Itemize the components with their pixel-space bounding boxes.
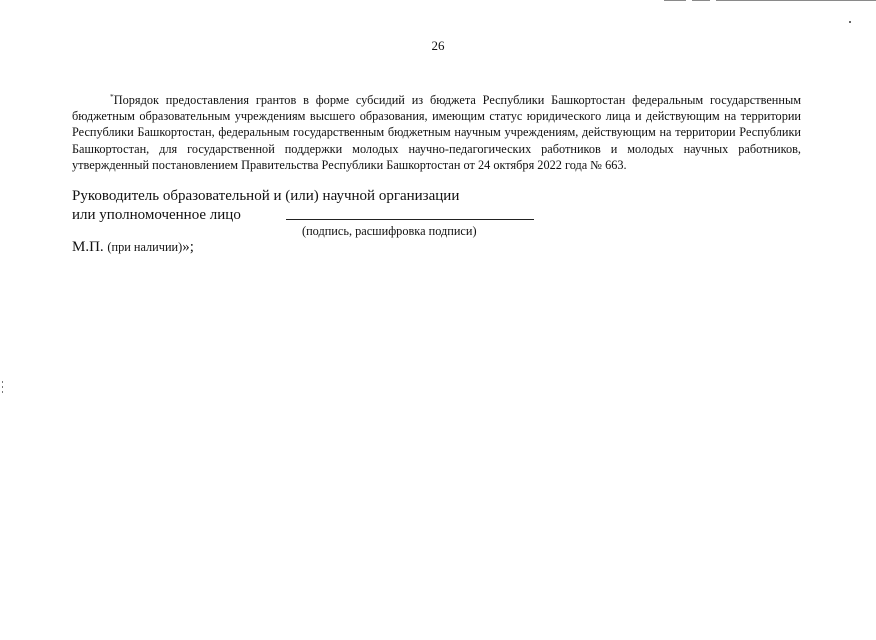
signatory-alternate: или уполномоченное лицо	[72, 207, 241, 223]
stamp-line	[72, 239, 194, 256]
scan-edge-mark	[2, 391, 3, 393]
stamp-label: М.П.	[72, 239, 104, 255]
scan-top-rule	[692, 0, 710, 1]
footnote-marker: *	[110, 92, 114, 101]
signatory-title: Руководитель образовательной и (или) научной организации	[72, 188, 460, 204]
page-number: 26	[431, 38, 445, 53]
signature-caption: (подпись, расшифровка подписи)	[302, 224, 477, 238]
footnote-text: Порядок предоставления грантов в форме субсидий из бюджета Республики Башкортостан федеральным государственным бюджетным образовательным учреждениям высшего образования, имеющим статус юридического лица и действующим на территории Республики Башкортостан, федеральным государственным бюджетным научным учреждениям, действующим на территории Республики Башкортостан, для государственной поддержки молодых научно-педагогических работников и молодых научных работников, утвержденный постановлением Правительства Республики Башкортостан от 24 октября 2022 года № 663.	[72, 93, 801, 172]
footnote	[72, 92, 801, 173]
scan-top-rule	[664, 0, 686, 1]
scan-top-rule	[716, 0, 876, 1]
signature-line	[286, 219, 534, 220]
stamp-note: (при наличии)	[107, 240, 183, 254]
scan-edge-mark	[2, 386, 3, 388]
scan-speck	[849, 21, 851, 23]
scan-edge-mark	[2, 381, 3, 383]
stamp-suffix: »;	[182, 239, 194, 255]
